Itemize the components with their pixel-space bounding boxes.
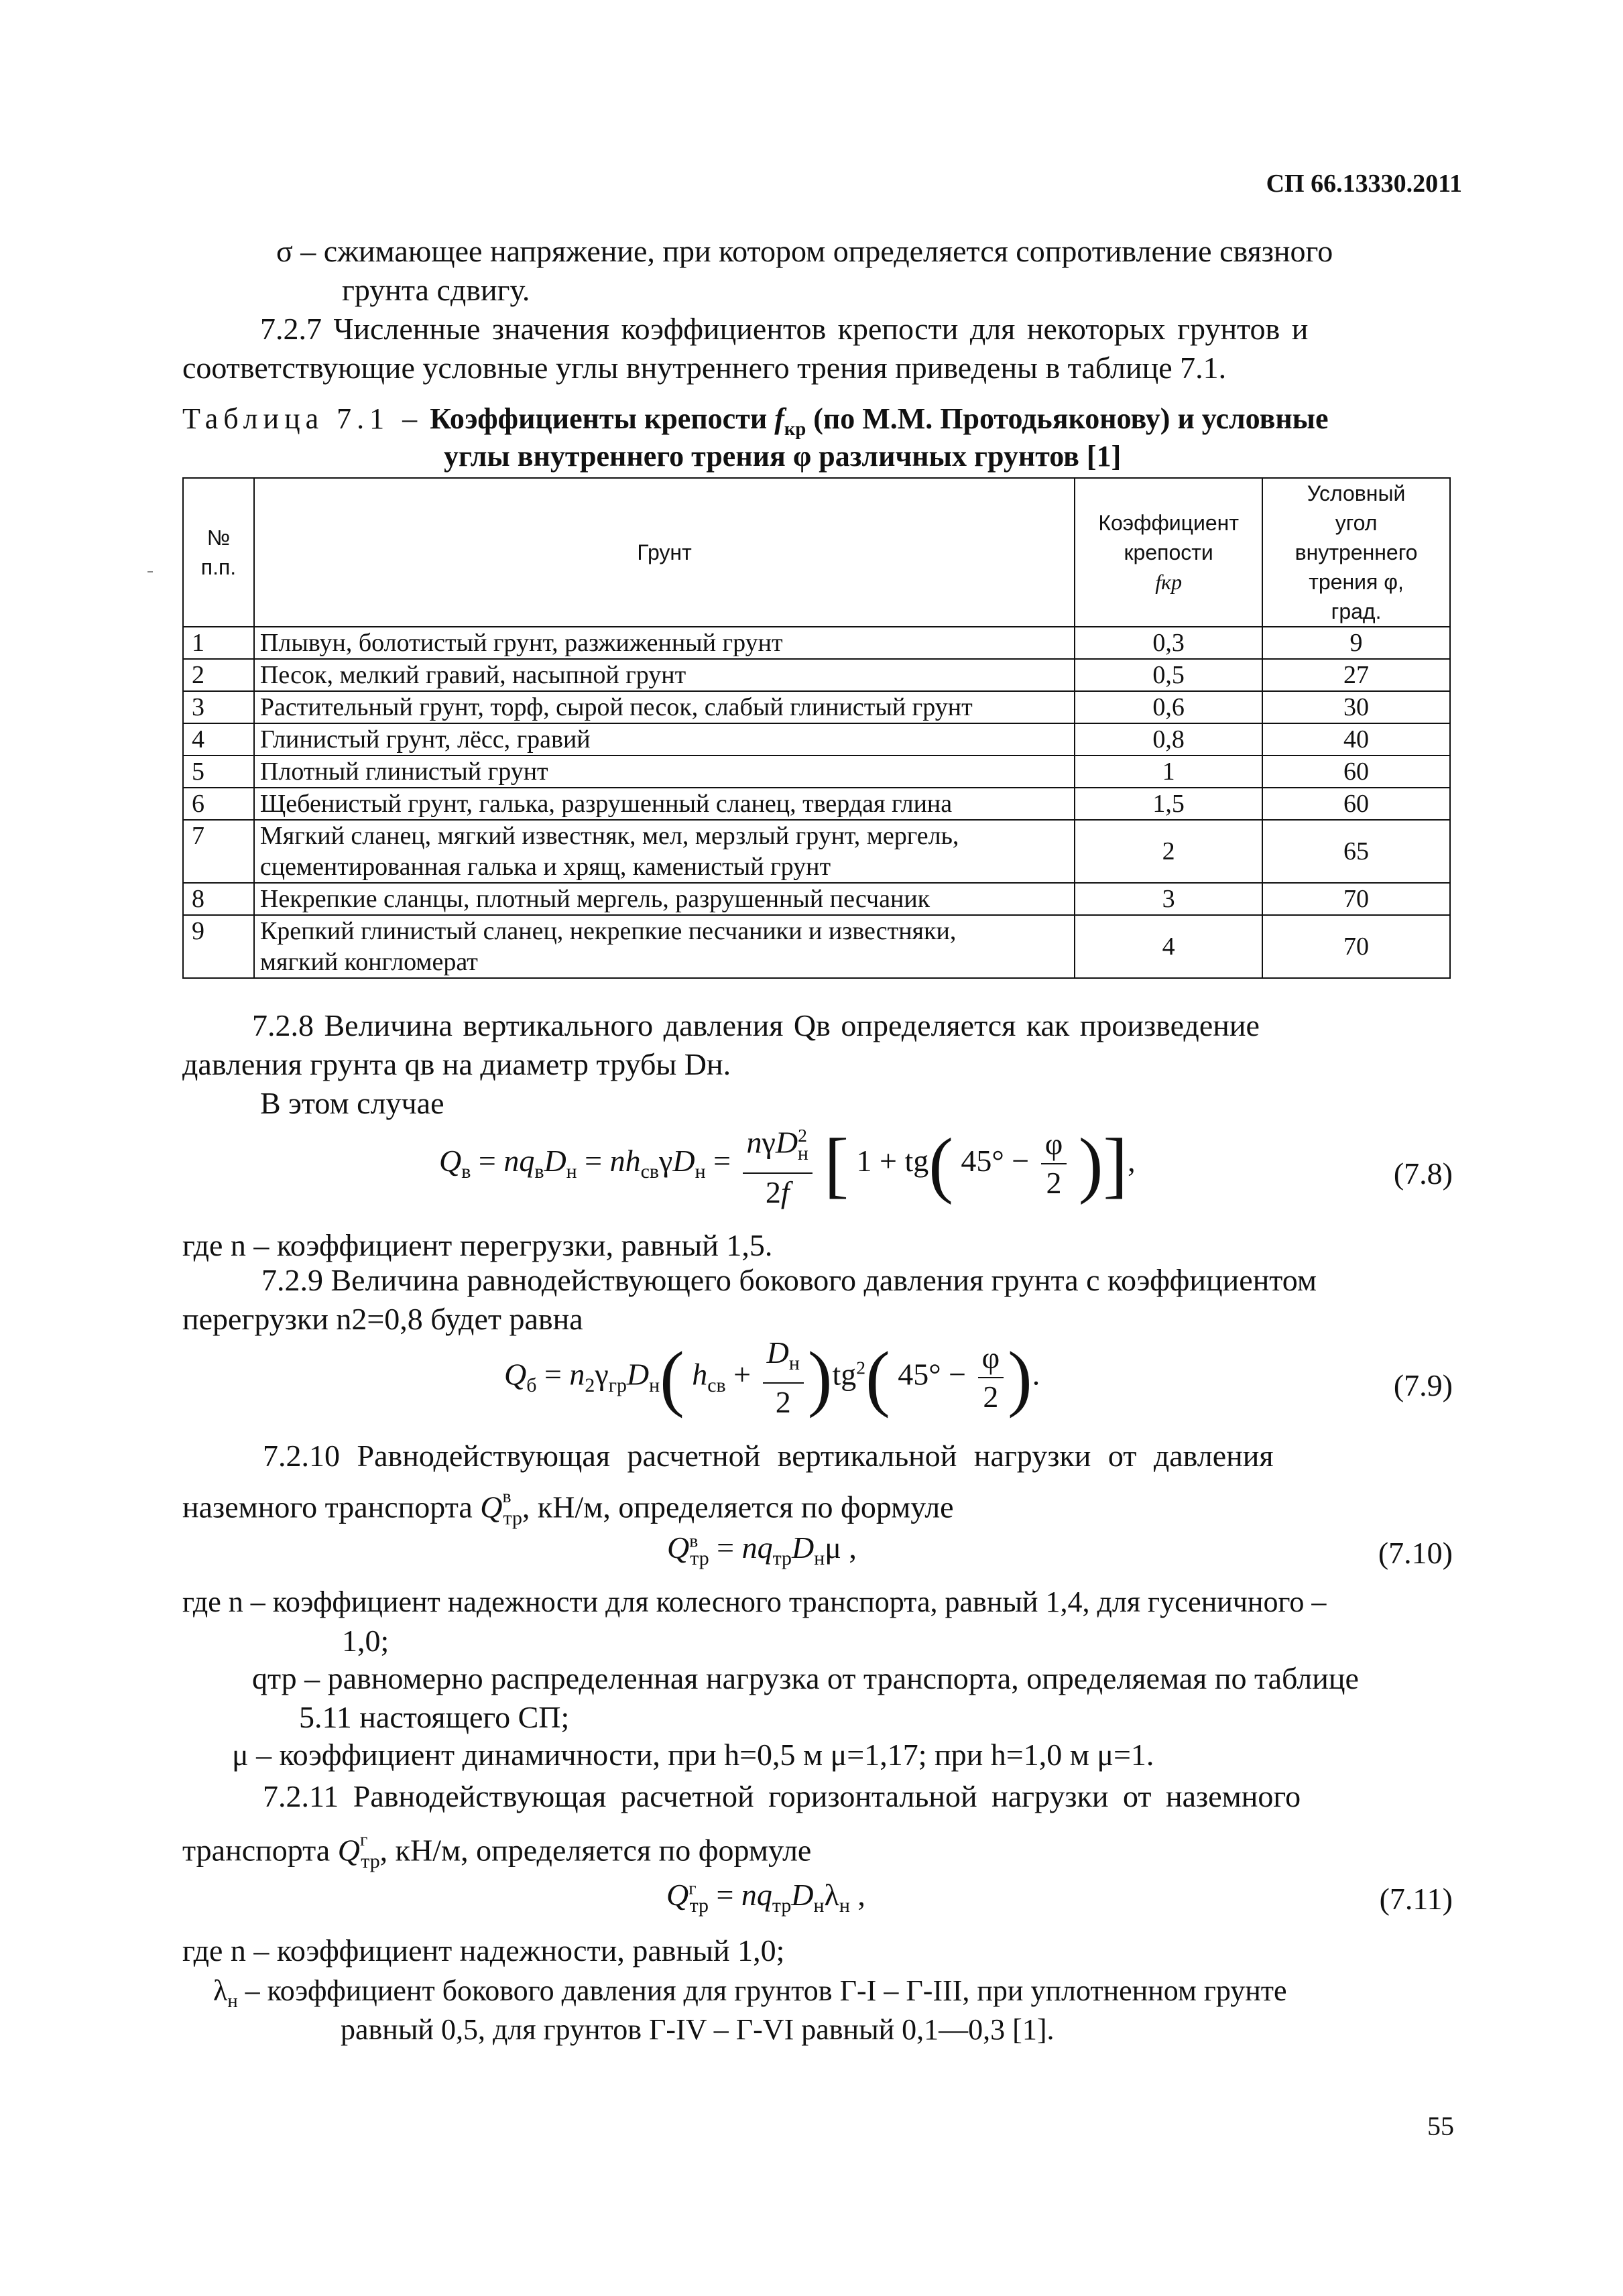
formula-7-9: $Q_б = n_2\gamma_{гр}D_н$( $h_{св}$ + $\frac{D_н}{2}$ )$tg^2$( 45° − $\frac{\varphi}{2}$ ).: [504, 1335, 1040, 1420]
where-7-10-mu: μ – коэффициент динамичности, при h=0,5 м μ=1,17; при h=1,0 м μ=1.: [232, 1738, 1154, 1772]
equation-number-7-8: (7.8): [1393, 1156, 1453, 1191]
table-title-bold2: (по М.М. Протодьяконову) и условные: [813, 402, 1329, 435]
equation-number-7-9: (7.9): [1393, 1368, 1453, 1402]
table-row: 5 Плотный глинистый грунт 1 60: [183, 756, 1450, 788]
header-num: № п.п.: [183, 478, 254, 627]
page-number: 55: [1427, 2111, 1454, 2141]
formula-7-11: $Q^г_{тр} = nq_{тр}D_н\lambda_н$ ,: [666, 1877, 865, 1917]
paragraph-7-2-9-line1: 7.2.9 Величина равнодействующего бокового давления грунта с коэффициентом: [261, 1263, 1317, 1297]
table-row: 6 Щебенистый грунт, галька, разрушенный сланец, твердая глина 1,5 60: [183, 788, 1450, 820]
header-angle: Условный угол внутреннего трения φ, град.: [1262, 478, 1450, 627]
paragraph-7-2-9-line2: перегрузки n2=0,8 будет равна: [182, 1302, 583, 1336]
paragraph-7-2-11-line2: транспорта $Q^г_{тр}$, кН/м, определяется по формуле: [182, 1829, 812, 1872]
table-title-line1: Таблица 7.1 – Коэффициенты крепости $f_{кр}$ (по М.М. Протодьяконову) и условные: [182, 402, 1329, 440]
where-7-11-lambda-line2: равный 0,5, для грунтов Г-IV – Г-VI равный 0,1—0,3 [1].: [341, 2013, 1055, 2046]
table-row: 7 Мягкий сланец, мягкий известняк, мел, мерзлый грунт, мергель, сцементированная галька и хрящ, каменистый грунт 2 65: [183, 820, 1450, 883]
where-7-8: где n – коэффициент перегрузки, равный 1,5.: [182, 1228, 773, 1262]
table-title-prefix: Таблица 7.1 –: [182, 402, 423, 435]
table-row: 2 Песок, мелкий гравий, насыпной грунт 0,5 27: [183, 659, 1450, 691]
paragraph-7-2-7-line2: соответствующие условные углы внутреннего трения приведены в таблице 7.1.: [182, 351, 1227, 385]
document-code: СП 66.13330.2011: [1266, 170, 1462, 198]
table-title-sub: кр: [784, 418, 806, 440]
paragraph-7-2-8-line1: 7.2.8 Величина вертикального давления Qв определяется как произведение: [252, 1008, 1260, 1042]
scan-mark: [147, 571, 153, 572]
paragraph-7-2-11-line1: 7.2.11 Равнодействующая расчетной горизонтальной нагрузки от наземного: [263, 1779, 1301, 1813]
paragraph-7-2-7-line1: 7.2.7 Численные значения коэффициентов крепости для некоторых грунтов и: [260, 312, 1309, 346]
table-row: 8 Некрепкие сланцы, плотный мергель, разрушенный песчаник 3 70: [183, 883, 1450, 915]
paragraph-7-2-8-line2: давления грунта qв на диаметр трубы Dн.: [182, 1047, 731, 1081]
where-7-11-lambda-line1: $\lambda_н$ – коэффициент бокового давления для грунтов Г-I – Г-III, при уплотненном грунте: [213, 1974, 1287, 2012]
table-title-bold1: Коэффициенты крепости: [430, 402, 768, 435]
sigma-definition-line2: грунта сдвигу.: [342, 273, 530, 307]
paragraph-7-2-10-line1: 7.2.10 Равнодействующая расчетной вертикальной нагрузки от давления: [263, 1439, 1274, 1473]
sigma-definition-line1: σ – сжимающее напряжение, при котором определяется сопротивление связного: [276, 234, 1333, 268]
soil-strength-table: [182, 477, 1451, 979]
table-header-row: [183, 478, 1450, 627]
formula-7-10: $Q^в_{тр} = nq_{тр}D_н\mu$ ,: [667, 1530, 857, 1570]
where-7-10-q-line1: qтр – равномерно распределенная нагрузка от транспорта, определяемая по таблице: [252, 1661, 1359, 1695]
table-title-line2: углы внутреннего трения φ различных грунтов [1]: [444, 440, 1122, 473]
equation-number-7-11: (7.11): [1379, 1882, 1453, 1916]
header-coef: Коэффициент крепости fкр: [1075, 478, 1262, 627]
table-row: 4 Глинистый грунт, лёсс, гравий 0,8 40: [183, 723, 1450, 756]
where-7-10-n-line1: где n – коэффициент надежности для колесного транспорта, равный 1,4, для гусеничного –: [182, 1585, 1327, 1618]
where-7-10-n-line2: 1,0;: [342, 1624, 389, 1658]
table-row: 1 Плывун, болотистый грунт, разжиженный грунт 0,3 9: [183, 627, 1450, 659]
paragraph-7-2-8-line3: В этом случае: [260, 1086, 444, 1120]
paragraph-7-2-10-line2: наземного транспорта $Q^в_{тр}$, кН/м, определяется по формуле: [182, 1486, 954, 1529]
header-soil: Грунт: [254, 478, 1075, 627]
equation-number-7-10: (7.10): [1378, 1536, 1453, 1570]
table-row: 3 Растительный грунт, торф, сырой песок, слабый глинистый грунт 0,6 30: [183, 691, 1450, 723]
where-7-11-n: где n – коэффициент надежности, равный 1,0;: [182, 1933, 785, 1968]
table-row: 9 Крепкий глинистый сланец, некрепкие песчаники и известняки, мягкий конгломерат 4 70: [183, 915, 1450, 978]
formula-7-8: $Q_в = nq_вD_н = nh_{св}\gamma D_н$ = $\frac{n\gamma D^2_н}{2f}$ [ 1 + tg( 45° − $\frac{\varphi}{2}$ )],: [439, 1117, 1136, 1211]
where-7-10-q-line2: 5.11 настоящего СП;: [299, 1700, 570, 1734]
